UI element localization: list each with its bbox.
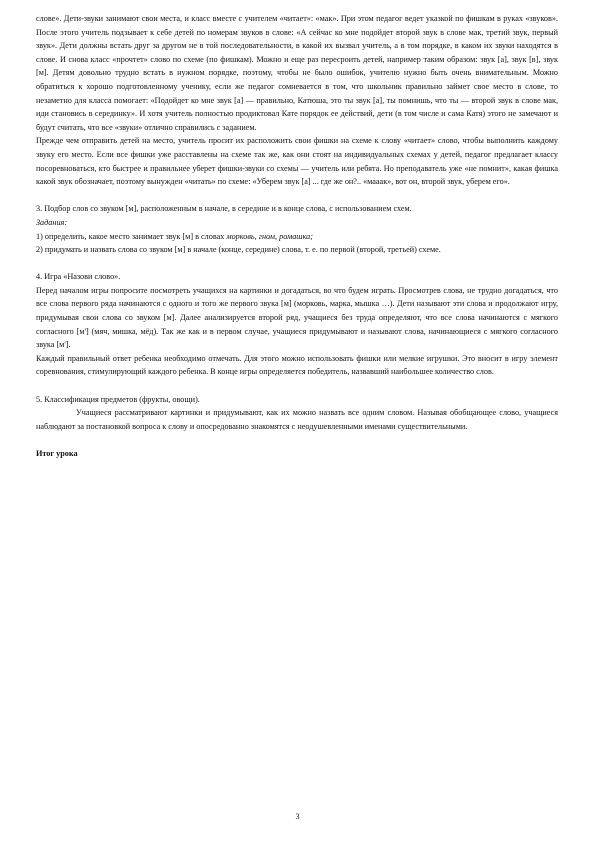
paragraph-game-description: Перед началом игры попросите посмотреть учащихся на картинки и догадаться, во что будем играть. Просмотрев слова, не трудно догадаться, что все слова первого ряда начинаются с одного и того же первого звука [м] (морковь, марка, мышка …). Дети называют эти слова и продолжают игру, придумывая свои слова со звуком [м]. Далее анализируется второй ряд, учащиеся без труда определяют, что все слова начинаются с мягкого согласного [м'] (мяч, мишка, мёд). Так же как и в первом случае, учащиеся придумывают и называют слова, начинающиеся с мягкого согласного звука [м']. [36, 285, 558, 350]
summary-heading: Итог урока [36, 449, 78, 458]
task-2: 2) придумать и назвать слова со звуком [м] в начале (конце, середине) слова, т. е. по первой (второй, третьей) схеме. [36, 245, 441, 255]
spacer [36, 379, 558, 393]
section5-heading: 5. Классификация предметов (фрукты, овощи). [36, 394, 200, 404]
spacer [36, 257, 558, 271]
section4-heading: 4. Игра «Назови слово». [36, 272, 121, 282]
tasks-label [36, 216, 558, 230]
paragraph-sounds-game: слове». Дети-звуки занимают свои места, и класс вместе с учителем «читает»: «мак». При этом педагог ведет указкой по фишкам в руках «звуков». После этого учитель подзывает к себе детей по номерам звуков в слове: «А сейчас ко мне подойдет второй звук в слове мак, третий звук, первый звук». Дети должны встать друг за другом не в той последовательности, в какой их вызвал учитель, а в том порядке, в каком их звуки находятся в слове. И снова класс «прочтет» слово по схеме (по фишкам). Можно и еще раз пересроить детей, например таким образом: звук [а], звук [в], звук [м]. Детям довольно трудно встать в нужном порядке, поэтому, чтобы не было ошибок, учителю нужно быть очень внимательным. Можно обратиться к хорошо подготовленному ученику, если же педагог сомневается в том, что школьник правильно займет свое место в слове, то незаметно для класса помогает: «Подойдет ко мне звук [а] — правильно, Катюша, это ты звук [а], ты помнишь, что ты — второй звук в слове мак, иди становись в серединку». И хотя учитель полностью продиктовал Кате порядок ее действий, дети (в том числе и сама Катя) этого не замечают и будут считать, что все «звуки» отлично справились с заданием. [36, 14, 558, 132]
section3-heading: 3. Подбор слов со звуком [м], расположенным в начале, в середине и в конце слова, с использованием схем. [36, 204, 412, 214]
page-number: 3 [295, 812, 300, 821]
task-1-words: морковь, гном, ромашка; [226, 231, 313, 241]
paragraph-scoring: Каждый правильный ответ ребенка необходимо отмечать. Для этого можно использовать фишки или мелкие игрушки. Это вносит в игру элемент соревнования, стимулирующий каждого ребенка. В конце игры определяется победитель, назвавший наибольшее количество слов. [36, 353, 558, 377]
paragraph-scheme-placement: Прежде чем отправить детей на место, учитель просит их расположить свои фишки на схеме к слову «читает» слово, чтобы выполнить каждому звуку его место. Если все фишки уже расставлены на схеме так же, как они стоят на индивидуальных схемах у детей, педагог предлагает классу посоревноваться, кто быстрее и правильнее уберет фишки-звуки со схемы — учитель или ребята. Но преподаватель уже «не помнит», какая фишка какой звук обозначает, поэтому вынужден «читать» по схеме: «Уберем звук [а] ... где же он?.. «мааак», вот он, второй звук, уберем его». [36, 136, 558, 187]
task-1-text: 1) определить, какое место занимает звук [м] в словах [36, 231, 227, 241]
document-page [36, 12, 558, 461]
spacer [36, 189, 558, 203]
tasks-label-text: Задания: [36, 217, 68, 227]
spacer [36, 433, 558, 447]
paragraph-classification: Учащиеся рассматривают картинки и придумывают, как их можно назвать все одним словом. Называя обобщающее слово, учащиеся наблюдают за постановкой вопроса к слову и опосредованно знакомятся с неодушевленными именами существительными. [36, 408, 558, 431]
task-1 [36, 230, 558, 244]
